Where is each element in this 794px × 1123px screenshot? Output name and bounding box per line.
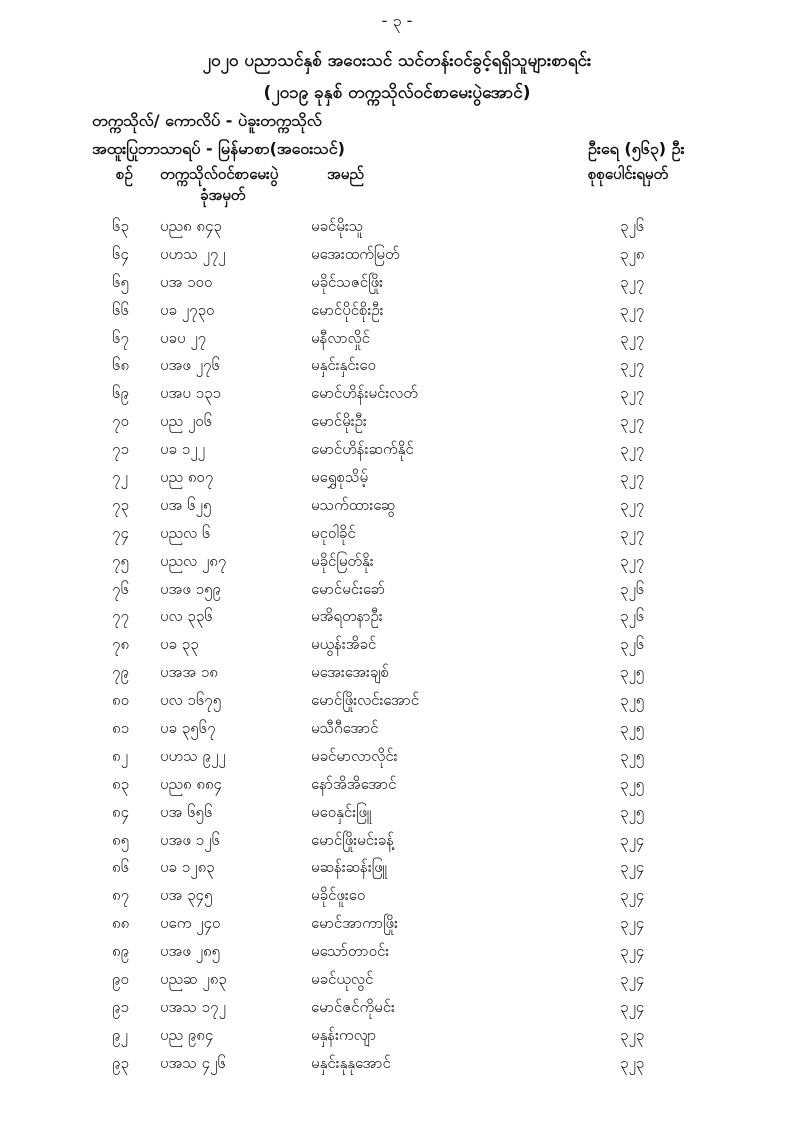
row-score: ၃၂၇: [620, 384, 645, 403]
row-name: မဆန်းဆန်းဖြူ: [311, 858, 388, 877]
table-row: [0, 773, 794, 801]
row-no: ၆၇: [112, 328, 129, 347]
row-roll: ပခ ၃၃: [160, 635, 199, 654]
row-score: ၃၂၅: [620, 774, 645, 793]
row-no: ၇၀: [112, 412, 129, 431]
row-roll: ပည ၈၀၇: [160, 468, 214, 487]
row-roll: ပညဆ ၂၈၃: [160, 970, 227, 989]
row-roll: ပခ ၃၅၆၇: [160, 719, 216, 738]
row-name: မောင်အာကာဖြိုး: [311, 914, 398, 933]
row-name: မသီဂီအောင်: [311, 719, 379, 738]
row-name: နော်အိအိအောင်: [311, 774, 397, 793]
table-row: [0, 354, 794, 382]
row-roll: ပလ ၁၆၇၅: [160, 691, 222, 710]
table-row: [0, 605, 794, 633]
table-row: [0, 243, 794, 271]
row-roll: ပခ ၂၇၃၀: [160, 300, 215, 319]
row-name: မနှန်းကလျာ: [311, 1025, 377, 1044]
row-score: ၃၂၅: [620, 663, 645, 682]
row-score: ၃၂၇: [620, 495, 645, 514]
row-name: မနှင်းနှင်းဝေ: [311, 356, 376, 375]
row-name: မောင်ဟိန်းမင်းလတ်: [311, 384, 418, 403]
row-no: ၈၉: [112, 942, 130, 961]
row-name: မအေးအေးချစ်: [311, 663, 390, 682]
document-subtitle: (၂၀၁၉ ခုနှစ် တက္ကသိုလ်ဝင်စာမေးပွဲအောင်): [263, 83, 531, 103]
row-score: ၃၂၈: [620, 244, 645, 263]
row-score: ၃၂၄: [620, 997, 645, 1016]
row-roll: ပဟသ ၂၇၂: [160, 244, 226, 263]
row-roll: ပခ ၁၂၈၃: [160, 858, 215, 877]
row-no: ၉၀: [112, 970, 129, 989]
row-score: ၃၂၇: [620, 300, 645, 319]
row-score: ၃၂၃: [620, 1025, 645, 1044]
row-no: ၇၆: [112, 579, 129, 598]
row-no: ၇၈: [112, 635, 130, 654]
row-no: ၈၀: [112, 691, 130, 710]
table-row: [0, 466, 794, 494]
row-no: ၇၁: [112, 440, 129, 459]
table-row: [0, 661, 794, 689]
row-score: ၃၂၆: [620, 607, 645, 626]
row-roll: ပအအ ၁၈: [160, 663, 218, 682]
row-roll: ပအ ၁၀၀: [160, 272, 213, 291]
row-score: ၃၂၆: [620, 579, 645, 598]
row-roll: ပည ၉၈၄: [160, 1025, 214, 1044]
row-roll: ပအဖ ၁၂၆: [160, 830, 220, 849]
table-row: [0, 717, 794, 745]
table-row: [0, 438, 794, 466]
row-roll: ပအ ၃၄၅: [160, 886, 213, 905]
row-no: ၇၅: [112, 551, 129, 570]
university-line: တက္ကသိုလ်/ ကောလိပ် - ပဲခူးတက္ကသိုလ်: [92, 111, 322, 130]
table-row: [0, 745, 794, 773]
row-name: မရွှေစုသိမ့်: [311, 468, 369, 487]
row-no: ၉၁: [112, 997, 129, 1016]
row-roll: ပညလ ၆: [160, 523, 211, 542]
row-roll: ပအဖ ၂၇၆: [160, 356, 220, 375]
row-score: ၃၂၅: [620, 746, 645, 765]
row-no: ၈၆: [112, 858, 130, 877]
row-score: ၃၂၇: [620, 440, 645, 459]
table-row: [0, 522, 794, 550]
row-name: မခင်ယုလွင်: [311, 970, 374, 989]
header-no: စဉ်: [116, 165, 133, 183]
row-name: မခိုင်သဇင်ဖြိုး: [311, 272, 383, 291]
table-row: [0, 1052, 794, 1080]
row-roll: ပအဖ ၁၅၉: [160, 579, 221, 598]
row-score: ၃၂၆: [620, 635, 645, 654]
table-row: [0, 299, 794, 327]
table-row: [0, 996, 794, 1024]
row-roll: ပည၈ ၈၄၃: [160, 217, 222, 235]
header-name: အမည်: [327, 165, 364, 183]
row-score: ၃၂၇: [620, 272, 645, 291]
table-row: [0, 382, 794, 410]
row-roll: ပည ၂၀၆: [160, 412, 213, 431]
row-roll: ပအသ ၁၇၂: [160, 997, 226, 1016]
row-name: မခိုင်မြတ်နိုး: [311, 551, 374, 570]
row-name: မောင်ပိုင်စိုးဦး: [311, 300, 384, 319]
row-roll: ပအ ၆၂၅: [160, 495, 212, 514]
table-row: [0, 578, 794, 606]
table-row: [0, 550, 794, 578]
table-row: [0, 494, 794, 522]
row-roll: ပလ ၃၃၆: [160, 607, 213, 626]
table-row: [0, 1024, 794, 1052]
row-name: မောင်ဖြိုးလင်းအောင်: [311, 691, 420, 710]
row-name: မခိုင်ဖူးဝေ: [311, 886, 366, 905]
total-count: ဦးရေ (၅၆၃) ဦး: [588, 139, 685, 158]
table-row: [0, 801, 794, 829]
row-no: ၇၉: [112, 663, 129, 682]
row-no: ၇၃: [112, 495, 129, 514]
row-no: ၉၃: [112, 1053, 129, 1072]
row-name: မအေးထက်မြတ်: [311, 244, 400, 263]
student-table: [0, 215, 794, 1080]
row-no: ၈၅: [112, 830, 130, 849]
row-score: ၃၂၄: [620, 886, 645, 905]
row-roll: ပအ ၆၅၆: [160, 802, 213, 821]
table-row: [0, 633, 794, 661]
row-score: ၃၂၅: [620, 802, 645, 821]
row-no: ၈၃: [112, 774, 130, 793]
row-name: မယွန်းအိခင်: [311, 635, 377, 654]
row-name: မောင်မိုးဦး: [311, 412, 367, 431]
row-score: ၃၂၇: [620, 468, 645, 487]
table-row: [0, 856, 794, 884]
table-row: [0, 327, 794, 355]
row-no: ၈၈: [112, 914, 130, 933]
row-roll: ပခပ ၂၇: [160, 328, 207, 347]
row-roll: ပဟသ ၉၂၂: [160, 746, 226, 765]
row-roll: ပကေ ၂၄၀: [160, 914, 221, 933]
table-row: [0, 968, 794, 996]
row-name: မောင်မင်းခော်: [311, 579, 386, 598]
row-name: မနှင်းနုနုအောင်: [311, 1053, 391, 1072]
row-no: ၇၇: [112, 607, 129, 626]
table-row: [0, 689, 794, 717]
row-score: ၃၂၇: [620, 412, 645, 431]
row-no: ၈၇: [112, 886, 130, 905]
row-no: ၆၉: [112, 384, 129, 403]
table-row: [0, 940, 794, 968]
row-no: ၆၃: [112, 217, 129, 235]
row-name: မဝေနှင်းဖြူ: [311, 802, 372, 821]
row-no: ၈၄: [112, 802, 130, 821]
row-no: ၈၁: [112, 719, 130, 738]
row-no: ၆၄: [112, 244, 129, 263]
row-name: မသက်ထားဆွေ: [311, 495, 396, 514]
row-score: ၃၂၇: [620, 356, 645, 375]
row-name: မသော်တာဝင်း: [311, 942, 390, 961]
row-score: ၃၂၅: [620, 691, 645, 710]
row-name: မနီလာလှိုင်: [311, 328, 370, 347]
major-line: အထူးပြုဘာသာရပ် - မြန်မာစာ(အဝေးသင်): [92, 139, 345, 158]
table-row: [0, 884, 794, 912]
row-name: မငုဝါခိုင်: [311, 523, 356, 542]
row-roll: ပအပ ၁၃၁: [160, 384, 221, 403]
row-score: ၃၂၇: [620, 551, 645, 570]
row-score: ၃၂၄: [620, 970, 645, 989]
header-roll: တက္ကသိုလ်ဝင်စာမေးပွဲ: [160, 165, 279, 183]
table-row: [0, 271, 794, 299]
row-no: ၉၂: [112, 1025, 128, 1044]
row-roll: ပခ ၁၂၂: [160, 440, 205, 459]
document-title: ၂၀၂၀ ပညာသင်နှစ် အဝေးသင် သင်တန်းဝင်ခွင့်ရရှိသူများစာရင်း: [202, 51, 592, 71]
row-score: ၃၂၅: [620, 719, 645, 738]
row-score: ၃၂၄: [620, 830, 645, 849]
header-score: စုစုပေါင်းရမှတ်: [588, 165, 669, 183]
row-no: ၇၄: [112, 523, 129, 542]
row-score: ၃၂၄: [620, 942, 645, 961]
row-name: မောင်ဖြိုးမင်းခန့်: [311, 830, 394, 849]
row-score: ၃၂၄: [620, 858, 645, 877]
header-roll-line2: ခုံအမှတ်: [200, 186, 246, 204]
row-roll: ပအသ ၄၂၆: [160, 1053, 226, 1072]
row-roll: ပညလ ၂၈၇: [160, 551, 227, 570]
row-roll: ပည၈ ၈၈၄: [160, 774, 222, 793]
row-no: ၆၅: [112, 272, 129, 291]
row-score: ၃၂၄: [620, 914, 645, 933]
row-name: မအိရတနာဦး: [311, 607, 383, 626]
row-score: ၃၂၃: [620, 1053, 645, 1072]
table-row: [0, 829, 794, 857]
row-name: မခင်မိုးသူ: [311, 217, 364, 235]
table-row: [0, 912, 794, 940]
page-number: - ၃ -: [381, 11, 413, 30]
row-no: ၆၈: [112, 356, 130, 375]
row-no: ၆၆: [112, 300, 129, 319]
row-score: ၃၂၇: [620, 328, 645, 347]
table-row: [0, 215, 794, 243]
row-name: မောင်ဇင်ကိုမင်း: [311, 997, 395, 1016]
row-no: ၈၂: [112, 746, 128, 765]
row-score: ၃၂၇: [620, 523, 645, 542]
row-no: ၇၂: [112, 468, 128, 487]
row-name: မခင်မာလာလိုင်း: [311, 746, 398, 765]
row-score: ၃၂၆: [620, 217, 645, 235]
table-row: [0, 410, 794, 438]
row-roll: ပအဖ ၂၈၅: [160, 942, 221, 961]
row-name: မောင်ဟိန်းဆက်နိုင်: [311, 440, 414, 459]
